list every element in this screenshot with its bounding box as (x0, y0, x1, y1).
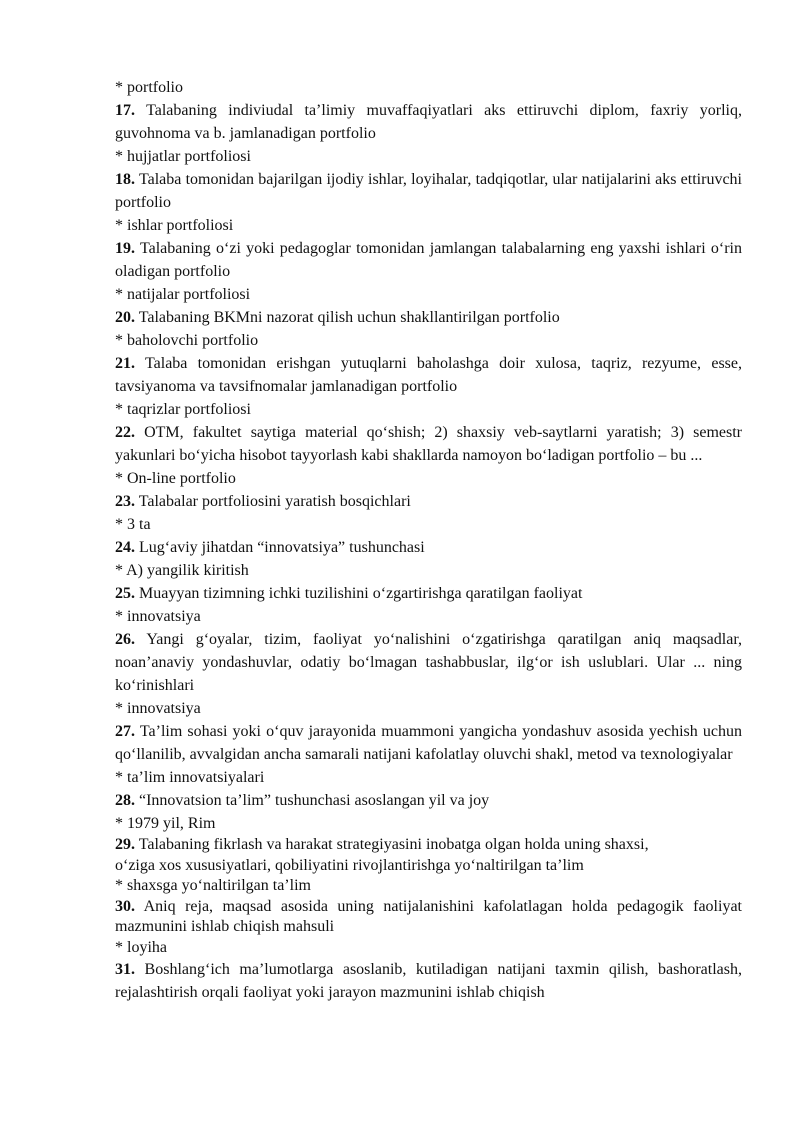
question-text: OTM, fakultet saytiga material qo‘shish; 2) shaxsiy veb-saytlarni yaratish; 3) semestr yakunlari bo‘yicha hisobot tayyorlash kabi shakllarda namoyon bo‘ladigan portfolio – bu ... (115, 424, 742, 464)
question-26 (115, 628, 742, 697)
tight-section (115, 835, 742, 1004)
question-21 (115, 352, 742, 398)
question-27 (115, 720, 742, 766)
question-number: 26. (115, 631, 135, 648)
question-29 (115, 835, 742, 876)
question-text: Talaba tomonidan erishgan yutuqlarni baholashga doir xulosa, taqriz, rezyume, esse, tavsiyanoma va tavsifnomalar jamlanadigan portfolio (115, 355, 742, 395)
question-30 (115, 897, 742, 938)
answer-line: * hujjatlar portfoliosi (115, 148, 251, 165)
answer-line: * portfolio (115, 79, 183, 96)
question-25 (115, 582, 742, 605)
question-text: Lug‘aviy jihatdan “innovatsiya” tushunchasi (139, 539, 425, 556)
question-number: 21. (115, 355, 135, 372)
question-19 (115, 237, 742, 283)
question-number: 30. (115, 897, 135, 915)
question-text: Talabaning fikrlash va harakat strategiyasini inobatga olgan holda uning shaxsi, (138, 836, 649, 853)
question-text: Ta’lim sohasi yoki o‘quv jarayonida muammoni yangicha yondashuv asosida yechish uchun qo‘llanilib, avvalgidan ancha samarali natijani kafolatlay oluvchi shakl, metod va texnologiyalar (115, 723, 742, 763)
question-text: Talabalar portfoliosini yaratish bosqichlari (138, 493, 411, 510)
answer-line: * shaxsga yo‘naltirilgan ta’lim (115, 877, 311, 894)
question-28 (115, 789, 742, 812)
answer-line: * ta’lim innovatsiyalari (115, 769, 265, 786)
question-number: 27. (115, 723, 135, 740)
answer-line: * ishlar portfoliosi (115, 217, 234, 234)
answer-line: * taqrizlar portfoliosi (115, 401, 251, 418)
question-text: Talabaning BKMni nazorat qilish uchun shakllantirilgan portfolio (138, 309, 560, 326)
question-number: 25. (115, 585, 135, 602)
question-23 (115, 490, 742, 513)
question-text: Talabaning o‘zi yoki pedagoglar tomonidan jamlangan talabalarning eng yaxshi ishlari o‘rin oladigan portfolio (115, 240, 742, 280)
question-number: 20. (115, 309, 135, 326)
question-text: Yangi g‘oyalar, tizim, faoliyat yo‘nalishini o‘zgatirishga qaratilgan aniq maqsadlar, noan’anaviy yondashuvlar, odatiy bo‘lmagan tashabbuslar, ilg‘or ish uslublari. Ular ... ning ko‘rinishlari (115, 631, 743, 694)
question-number: 17. (115, 102, 135, 119)
question-text: Boshlang‘ich ma’lumotlarga asoslanib, kutiladigan natijani taxmin qilish, bashoratlash, rejalashtirish orqali faoliyat yoki jarayon mazmunini ishlab chiqish (115, 961, 743, 1001)
answer-line: * A) yangilik kiritish (115, 562, 249, 579)
question-text: Aniq reja, maqsad asosida uning natijalanishini kafolatlagan holda pedagogik faoliyat mazmunini ishlab chiqish mahsuli (115, 897, 742, 935)
question-number: 29. (115, 836, 135, 853)
answer-line: * On-line portfolio (115, 470, 236, 487)
question-number: 23. (115, 493, 135, 510)
answer-line: * natijalar portfoliosi (115, 286, 251, 303)
question-text: o‘ziga xos xususiyatlari, qobiliyatini rivojlantirishga yo‘naltirilgan ta’lim (115, 856, 584, 874)
answer-line: * 1979 yil, Rim (115, 815, 216, 832)
question-text: Talaba tomonidan bajarilgan ijodiy ishlar, loyihalar, tadqiqotlar, ular natijalarini aks ettiruvchi portfolio (115, 171, 742, 211)
question-text: Muayyan tizimning ichki tuzilishini o‘zgartirishga qaratilgan faoliyat (139, 585, 583, 602)
question-number: 28. (115, 792, 135, 809)
answer-line: * 3 ta (115, 516, 151, 533)
question-20 (115, 306, 742, 329)
answer-line: * loyiha (115, 938, 167, 956)
question-31 (115, 958, 742, 1004)
question-18 (115, 168, 742, 214)
answer-line: * baholovchi portfolio (115, 332, 259, 349)
document-page (115, 76, 742, 1004)
question-text: “Innovatsion ta’lim” tushunchasi asoslangan yil va joy (139, 792, 490, 809)
question-number: 24. (115, 539, 135, 556)
question-number: 19. (115, 240, 135, 257)
question-17 (115, 99, 742, 145)
question-22 (115, 421, 742, 467)
question-text: Talabaning indiviudal ta’limiy muvaffaqiyatlari aks ettiruvchi diplom, faxriy yorliq, guvohnoma va b. jamlanadigan portfolio (115, 102, 742, 142)
question-number: 31. (115, 961, 135, 978)
question-number: 18. (115, 171, 135, 188)
question-24 (115, 536, 742, 559)
answer-line: * innovatsiya (115, 700, 201, 717)
answer-line: * innovatsiya (115, 608, 201, 625)
question-number: 22. (115, 424, 135, 441)
